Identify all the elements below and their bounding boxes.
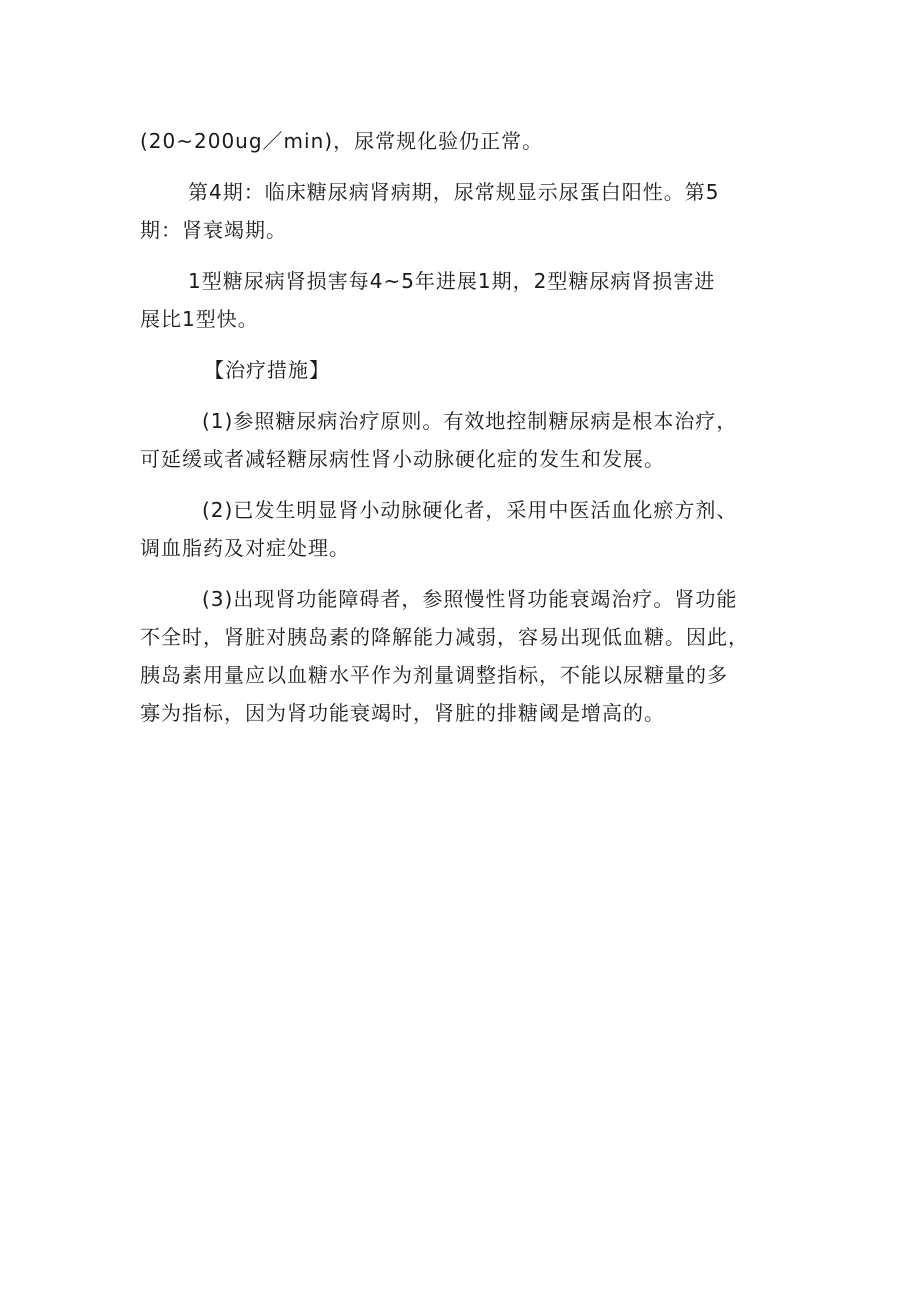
text-line: 期：肾衰竭期。	[140, 218, 287, 242]
text-line: 展比1型快。	[140, 307, 259, 331]
text-line: 第4期：临床糖尿病肾病期，尿常规显示尿蛋白阳性。第5	[188, 180, 720, 204]
paragraph-treatment-3	[140, 580, 780, 732]
paragraph-treatment-2	[140, 491, 780, 567]
document-body	[140, 122, 780, 732]
paragraph-stage3-continuation	[140, 122, 780, 160]
text-line: (1)参照糖尿病治疗原则。有效地控制糖尿病是根本治疗，	[202, 409, 738, 433]
text-line: 可延缓或者减轻糖尿病性肾小动脉硬化症的发生和发展。	[140, 447, 665, 471]
paragraph-progression	[140, 262, 780, 338]
text-line: 不全时，肾脏对胰岛素的降解能力减弱，容易出现低血糖。因此，	[140, 625, 749, 649]
paragraph-stage4-5	[140, 173, 780, 249]
paragraph-treatment-1	[140, 402, 780, 478]
section-heading: 【治疗措施】	[204, 358, 330, 382]
text-line: 胰岛素用量应以血糖水平作为剂量调整指标，不能以尿糖量的多	[140, 663, 728, 687]
text-line: (3)出现肾功能障碍者，参照慢性肾功能衰竭治疗。肾功能	[202, 587, 738, 611]
text-line: 寡为指标，因为肾功能衰竭时，肾脏的排糖阈是增高的。	[140, 701, 665, 725]
text-line: (2)已发生明显肾小动脉硬化者，采用中医活血化瘀方剂、	[202, 498, 738, 522]
text-line: 1型糖尿病肾损害每4~5年进展1期，2型糖尿病肾损害进	[188, 269, 716, 293]
text-line: 调血脂药及对症处理。	[140, 536, 350, 560]
section-heading-treatment	[140, 351, 780, 389]
text-line: (20~200ug／min)，尿常规化验仍正常。	[140, 129, 544, 153]
